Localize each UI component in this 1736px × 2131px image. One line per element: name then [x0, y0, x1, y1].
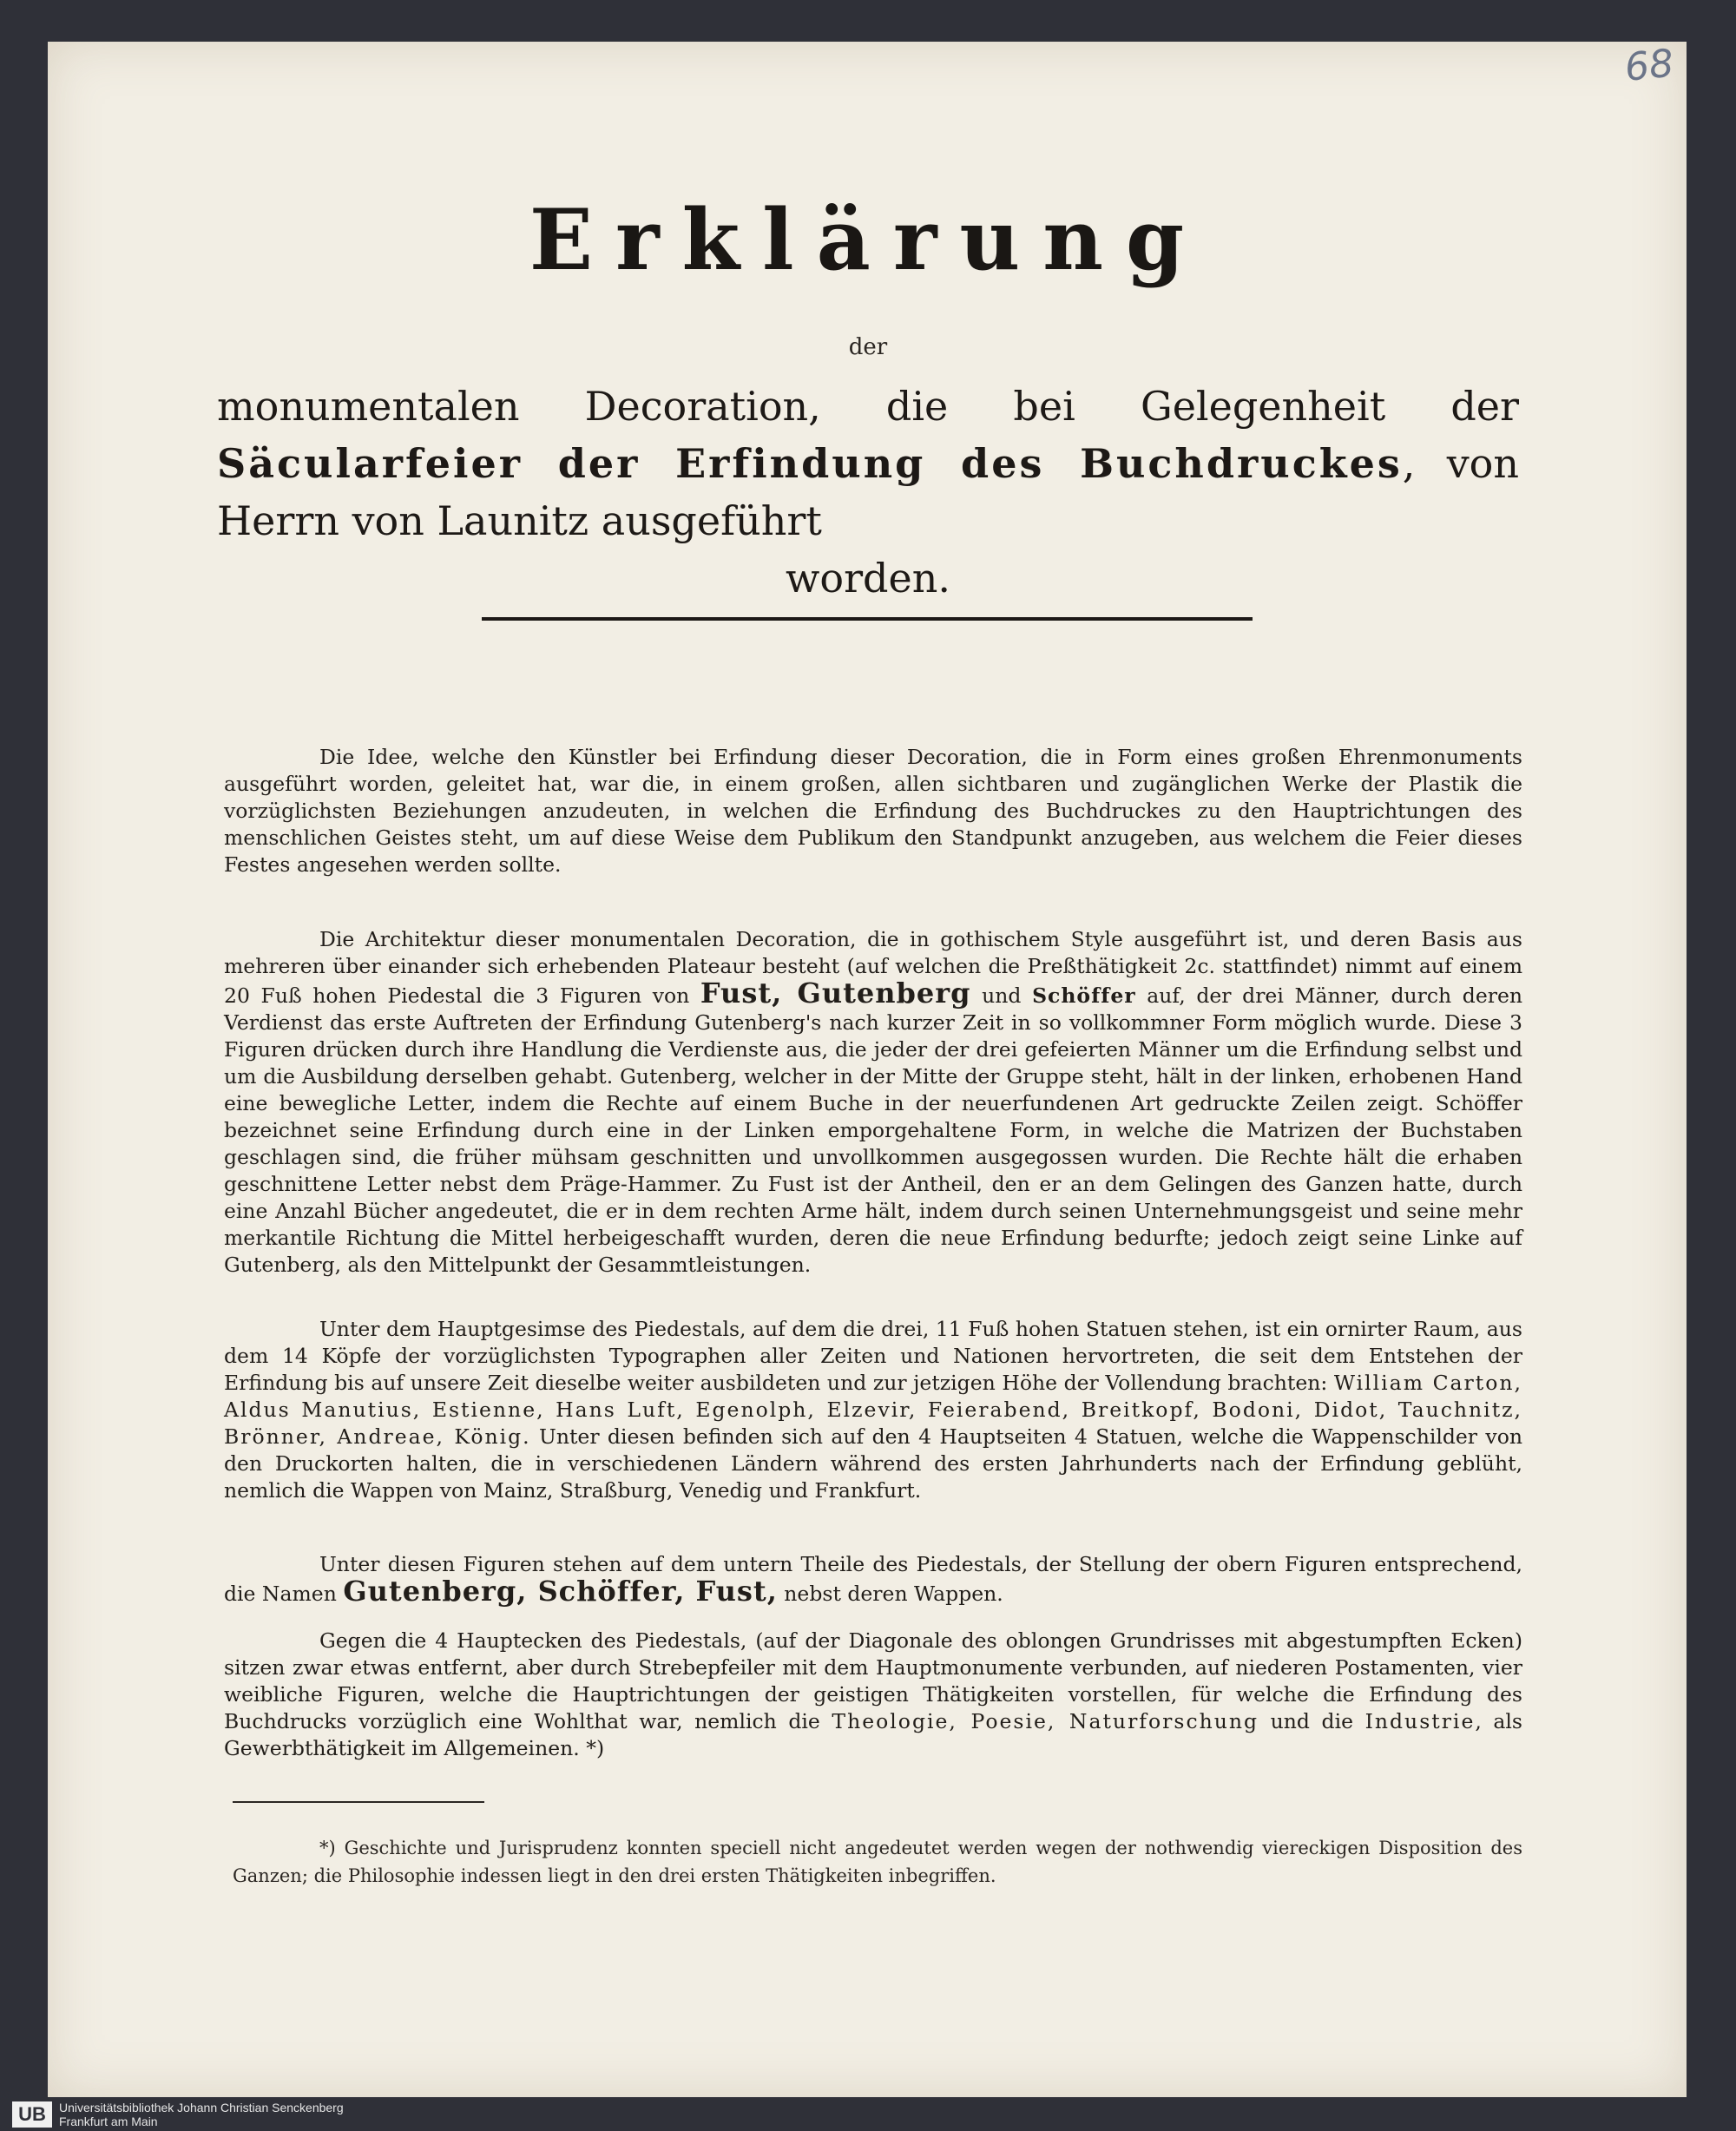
paragraph-4 — [224, 1551, 1522, 1608]
paragraph-5-industrie: Industrie — [1364, 1709, 1476, 1733]
subtitle-bold: Säcularfeier der Erfindung des Buchdruckes — [217, 440, 1403, 487]
paragraph-2 — [224, 926, 1522, 1279]
title-divider — [482, 617, 1253, 621]
library-name-line1: Universitätsbibliothek Johann Christian Senckenberg — [59, 2101, 344, 2115]
paragraph-5-text-b: , als Gewerbthätigkeit im Allgemeinen. *) — [224, 1709, 1522, 1760]
footnote: *) Geschichte und Jurisprudenz konnten speciell nicht angedeutet werden wegen der nothwendig viereckigen Disposition des Ganzen; die Philosophie indessen liegt in den drei ersten Thätigkeiten inbegriffen. — [233, 1838, 1522, 1886]
paragraph-2-text-b: auf, der drei Männer, durch deren Verdienst das erste Auftreten der Erfindung Gutenberg's nach kurzer Zeit in so vollkommner Form möglich wurde. Diese 3 Figuren drücken durch ihre Handlung die Verdienste aus, die jeder der drei gefeierten Männer um die Erfindung selbst und um die Ausbildung derselben gehabt. Gutenberg, welcher in der Mitte der Gruppe steht, hält in der linken, erhobenen Hand eine bewegliche Letter, indem die Rechte auf einem Buche in der neuerfundenen Art gedruckte Zeilen zeigt. Schöffer bezeichnet seine Erfindung durch eine in der Linken emporgehaltene Form, in welche die Matrizen der Buchstaben geschlagen sind, die früher mühsam geschnitten und unvollkommen ausgegossen wurden. Die Rechte hält die erhaben geschnittene Letter nebst dem Präge-Hammer. Zu Fust ist der Antheil, den er an dem Gelingen des Ganzen hatte, durch eine Anzahl Bücher angedeutet, die er in dem rechten Arme hält, indem durch seinen Unternehmungsgeist und seine mehr merkantile Richtung die Mittel herbeigeschafft wurden, deren die neue Erfindung bedurfte; jedoch zeigt seine Linke auf Gutenberg, als den Mittelpunkt der Gesammtleistungen. — [224, 983, 1523, 1277]
ub-logo: UB — [12, 2101, 52, 2128]
library-footer-bar — [0, 2099, 1736, 2131]
paragraph-2-schoeffer: Schöffer — [1032, 983, 1136, 1008]
paragraph-5-und: und die — [1259, 1709, 1365, 1733]
paragraph-5 — [224, 1628, 1522, 1762]
paragraph-3-names: William Carton, Aldus Manutius, Estienne, Hans Luft, Egenolph, Elzevir, Feierabend, Breitkopf, Bodoni, Didot, Tauchnitz, Brönner, Andreae, König. — [224, 1371, 1522, 1449]
paragraph-3-text-b: Unter diesen befinden sich auf den 4 Hauptseiten 4 Statuen, welche die Wappenschilder von den Druckorten halten, die in verschiedenen Ländern während des ersten Jahrhunderts nach der Erfindung geblüht, nemlich die Wappen von Mainz, Straßburg, Venedig und Frankfurt. — [224, 1424, 1522, 1503]
paragraph-4-names: Gutenberg, Schöffer, Fust, — [343, 1575, 778, 1608]
library-name-line2: Frankfurt am Main — [59, 2115, 158, 2128]
footnote-divider — [233, 1801, 484, 1803]
subtitle-part1: monumentalen Decoration, die bei Gelegenheit der — [217, 383, 1519, 430]
paragraph-5-text-a: Gegen die 4 Hauptecken des Piedestals, (auf der Diagonale des oblongen Grundrisses mit abgestumpften Ecken) sitzen zwar etwas entfernt, aber durch Strebepfeiler mit dem Hauptmonumente verbunden, auf niederen Postamenten, vier weibliche Figuren, welche die Hauptrichtungen der geistigen Thätigkeiten vorstellen, für welche die Erfindung des Buchdrucks vorzüglich eine Wohlthat war, nemlich die — [224, 1628, 1522, 1733]
paragraph-4-text-a: Unter diesen Figuren stehen auf dem untern Theile des Piedestals, der Stellung der obern Figuren entsprechend, die Namen — [224, 1552, 1522, 1606]
subtitle-part2: , von Herrn von Launitz ausgeführt — [217, 440, 1519, 544]
paragraph-3 — [224, 1316, 1522, 1504]
document-title: Erklärung — [529, 191, 1207, 289]
document-subtitle — [217, 378, 1519, 607]
paragraph-5-names: Theologie, Poesie, Naturforschung — [832, 1709, 1259, 1733]
subtitle-last-line: worden. — [786, 555, 950, 602]
library-name — [59, 2101, 344, 2128]
paragraph-1: Die Idee, welche den Künstler bei Erfindung dieser Decoration, die in Form eines großen Ehrenmonuments ausgeführt worden, geleitet hat, war die, in einem großen, allen sichtbaren und zugänglichen Werke der Plastik die vorzüglichsten Beziehungen anzudeuten, in welchen die Erfindung des Buchdruckes zu den Hauptrichtungen des menschlichen Geistes steht, um auf diese Weise dem Publikum den Standpunkt anzugeben, aus welchem die Feier dieses Festes angesehen werden sollte. — [224, 745, 1522, 877]
paragraph-2-und: und — [970, 983, 1033, 1008]
paragraph-3-text-a: Unter dem Hauptgesimse des Piedestals, auf dem die drei, 11 Fuß hohen Statuen stehen, ist ein ornirter Raum, aus dem 14 Köpfe der vorzüglichsten Typographen aller Zeiten und Nationen hervortreten, die seit dem Entstehen der Erfindung bis auf unsere Zeit dieselbe weiter ausbildeten und zur jetzigen Höhe der Vollendung brachten: — [224, 1317, 1522, 1395]
paragraph-2-text-a: Die Architektur dieser monumentalen Decoration, die in gothischem Style ausgeführt ist, und deren Basis aus mehreren über einander sich erhebenden Plateaur besteht (auf welchen die Preßthätigkeit 2c. stattfindet) nimmt auf einem 20 Fuß hohen Piedestal die 3 Figuren von — [224, 927, 1522, 1008]
paragraph-2-names: Fust, Gutenberg — [700, 977, 971, 1010]
paragraph-4-text-b: nebst deren Wappen. — [777, 1582, 1003, 1606]
page-number: 68 — [1622, 41, 1676, 90]
title-connector: der — [848, 334, 888, 360]
